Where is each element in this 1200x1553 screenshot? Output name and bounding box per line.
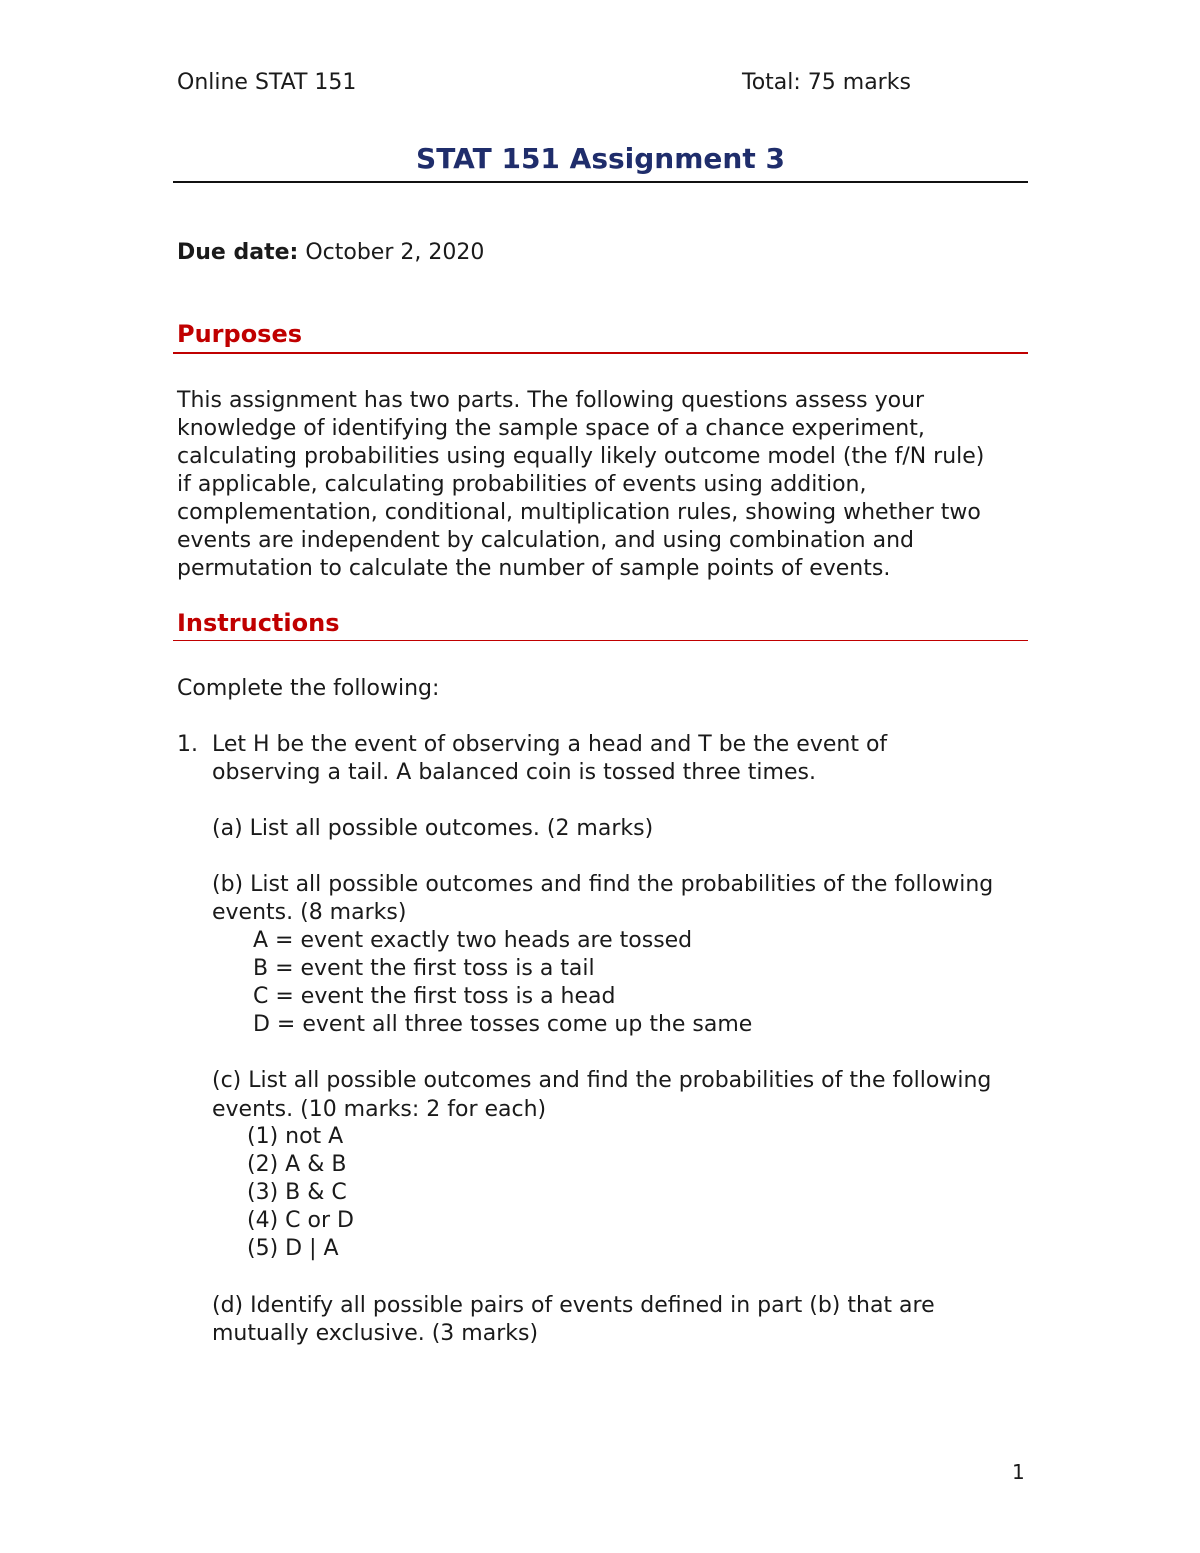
purposes-line: if applicable, calculating probabilities of events using addition, [177,472,867,497]
header-course: Online STAT 151 [177,70,357,95]
page-title: STAT 151 Assignment 3 [416,142,785,175]
due-date [177,240,484,265]
event-definition: B = event the first toss is a tail [253,956,595,981]
purposes-line: events are independent by calculation, and using combination and [177,528,914,553]
part-c-line: events. (10 marks: 2 for each) [212,1097,547,1122]
purposes-divider [173,352,1028,354]
purposes-line: knowledge of identifying the sample space of a chance experiment, [177,416,925,441]
question-stem-line: observing a tail. A balanced coin is tossed three times. [212,760,816,785]
part-c-item: (3) B & C [247,1180,347,1205]
part-d-line: mutually exclusive. (3 marks) [212,1321,539,1346]
purposes-line: complementation, conditional, multiplication rules, showing whether two [177,500,981,525]
purposes-line: This assignment has two parts. The following questions assess your [177,388,925,413]
instructions-heading: Instructions [177,609,340,637]
title-divider [173,181,1028,183]
purposes-heading: Purposes [177,320,303,348]
part-c-item: (1) not A [247,1124,344,1149]
event-definition: C = event the first toss is a head [253,984,616,1009]
part-b-line: (b) List all possible outcomes and find the probabilities of the following [212,872,994,897]
part-b-line: events. (8 marks) [212,900,407,925]
purposes-paragraph [177,387,984,583]
event-definition: D = event all three tosses come up the same [253,1012,753,1037]
purposes-line: permutation to calculate the number of sample points of events. [177,556,891,581]
question-stem-line: Let H be the event of observing a head and T be the event of [212,732,888,757]
instructions-divider [173,640,1028,641]
part-d-line: (d) Identify all possible pairs of events defined in part (b) that are [212,1293,935,1318]
part-a: (a) List all possible outcomes. (2 marks) [212,816,654,841]
due-date-label: Due date: [177,240,299,265]
purposes-line: calculating probabilities using equally likely outcome model (the f/N rule) [177,444,985,469]
event-definition: A = event exactly two heads are tossed [253,928,693,953]
part-c-item: (4) C or D [247,1208,354,1233]
part-c-line: (c) List all possible outcomes and find the probabilities of the following [212,1068,992,1093]
question-number: 1. [177,732,198,757]
part-c-item: (5) D | A [247,1236,339,1261]
instructions-intro: Complete the following: [177,676,440,701]
header-total-marks: Total: 75 marks [742,70,911,95]
page-number: 1 [1012,1460,1025,1484]
part-c-item: (2) A & B [247,1152,347,1177]
due-date-value: October 2, 2020 [305,240,485,265]
